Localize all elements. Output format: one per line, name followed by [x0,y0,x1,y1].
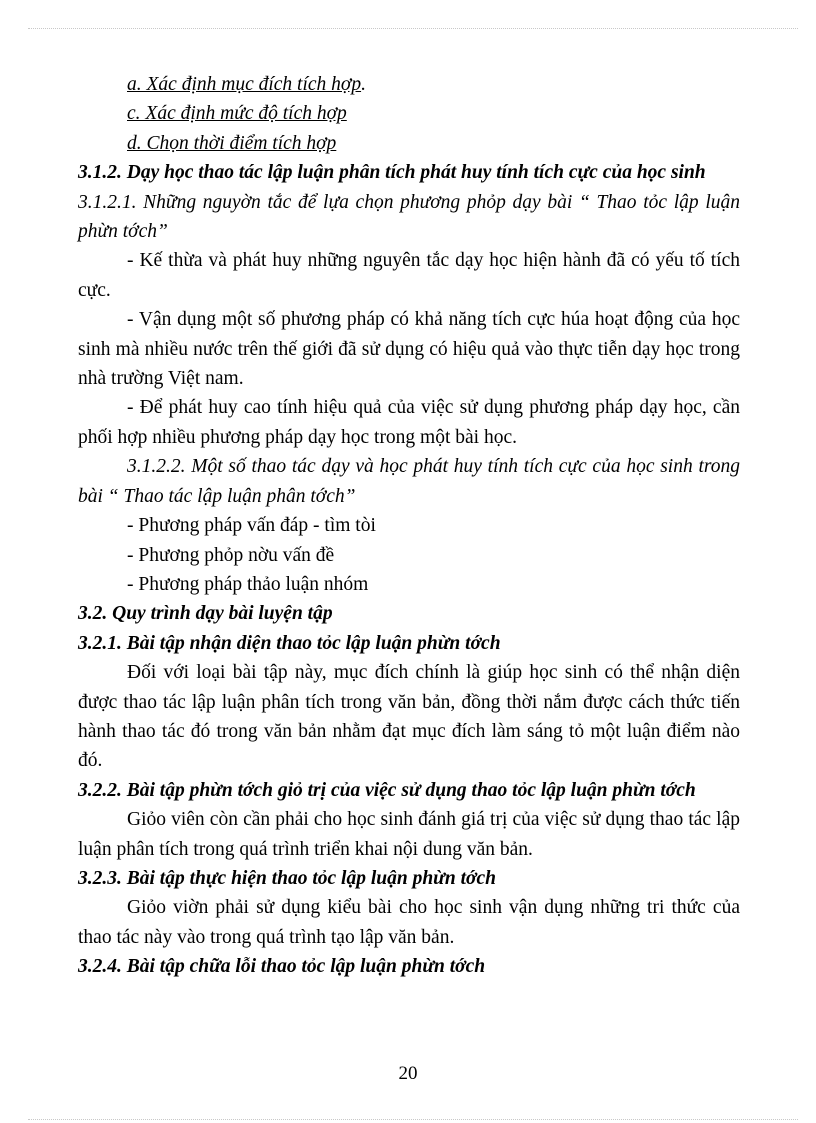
method-list-item: - Phương pháp thảo luận nhóm [127,573,369,595]
section-heading-3-2-2: 3.2.2. Bài tập phừn tớch giỏ trị của việc sử dụng thao tỏc lập luận phừn tớch [78,779,696,801]
document-page [78,70,740,982]
paragraph-bullet: - Để phát huy cao tính hiệu quả của việc sử dụng phương pháp dạy học, cần phối hợp nhiều phương pháp dạy học trong một bài học. [78,397,740,448]
method-list-item: - Phương pháp vấn đáp - tìm tòi [127,515,376,537]
outline-item-c: c. Xác định mức độ tích hợp [127,103,347,125]
outline-item-d: d. Chọn thời điểm tích hợp [127,132,337,154]
outline-item-a: a. Xác định mục đích tích hợp. [127,74,366,95]
paragraph-3-2-2: Giỏo viên còn cần phải cho học sinh đánh giá trị của việc sử dụng thao tác lập luận phân tích trong quá trình triển khai nội dung văn bản. [78,809,740,860]
paragraph-bullet: - Vận dụng một số phương pháp có khả năng tích cực húa hoạt động của học sinh mà nhiều nước trên thế giới đã sử dụng có hiệu quả vào thực tiễn dạy học trong nhà trường Việt nam. [78,309,740,390]
page-border-top [28,28,798,29]
section-heading-3-1-2: 3.1.2. Dạy học thao tác lập luận phân tích phát huy tính tích cực của học sinh [78,162,706,184]
section-heading-3-2-4: 3.2.4. Bài tập chữa lỗi thao tỏc lập luận phừn tớch [78,956,486,978]
section-heading-3-2-1: 3.2.1. Bài tập nhận diện thao tỏc lập luận phừn tớch [78,632,501,654]
page-number: 20 [398,1063,418,1084]
subsection-heading-3-1-2-1: 3.1.2.1. Những nguyờn tắc để lựa chọn phương phỏp dạy bài “ Thao tỏc lập luận phừn tớch” [78,191,740,243]
page-border-bottom [28,1119,798,1120]
method-list-item: - Phương phỏp nờu vấn đề [127,544,335,566]
section-heading-3-2-3: 3.2.3. Bài tập thực hiện thao tỏc lập luận phừn tớch [78,867,496,889]
section-heading-3-2: 3.2. Quy trình dạy bài luyện tập [78,603,333,625]
paragraph-3-2-1: Đối với loại bài tập này, mục đích chính là giúp học sinh có thể nhận diện được thao tác lập luận phân tích trong văn bản, đồng thời nắm được cách thức tiến hành thao tác đó trong văn bản nhằm đạt mục đích làm sáng tỏ một luận điểm nào đó. [78,662,740,772]
paragraph-bullet: - Kế thừa và phát huy những nguyên tắc dạy học hiện hành đã có yếu tố tích cực. [78,250,740,301]
subsection-heading-3-1-2-2: 3.1.2.2. Một số thao tác dạy và học phát huy tính tích cực của học sinh trong bài “ Thao tác lập luận phân tớch” [78,456,740,507]
paragraph-3-2-3: Giỏo viờn phải sử dụng kiểu bài cho học sinh vận dụng những tri thức của thao tác này vào trong quá trình tạo lập văn bản. [78,897,740,948]
